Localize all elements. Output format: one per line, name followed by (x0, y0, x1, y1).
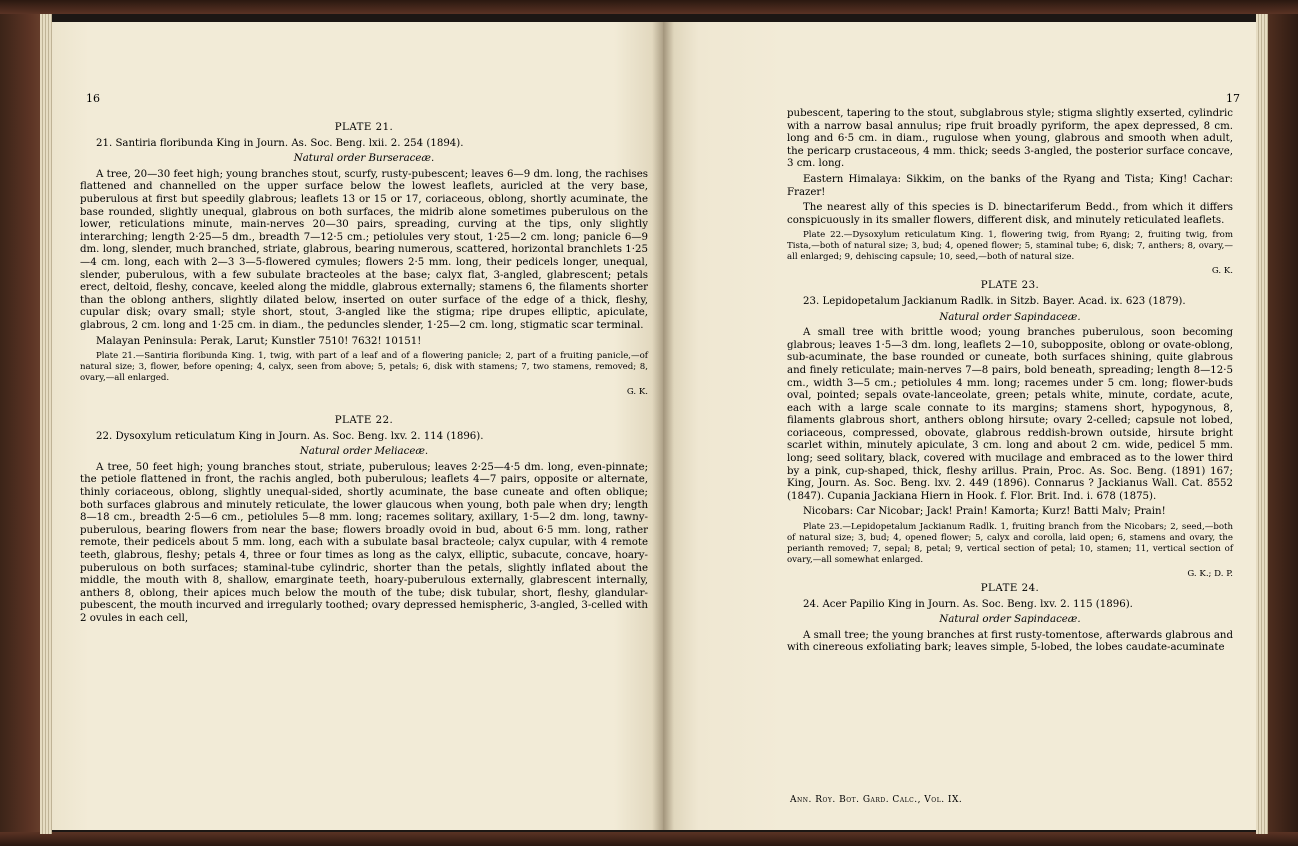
left-page-text (80, 122, 648, 629)
journal-footer: Ann. Roy. Bot. Gard. Calc., Vol. IX. (790, 795, 963, 805)
plate-21-heading: 21. Santiria floribunda King in Journ. As. Soc. Beng. lxii. 2. 254 (1894). (96, 137, 464, 149)
plate-21-title: PLATE 21. (334, 122, 394, 133)
plate-24-order: Natural order Sapindaceæ. (939, 614, 1081, 626)
plate-23-heading: 23. Lepidopetalum Jackianum Radlk. in Sitzb. Bayer. Acad. ix. 623 (1879). (803, 295, 1186, 307)
plate-22-locality: Eastern Himalaya: Sikkim, on the banks of the Ryang and Tista; King! Cachar: Frazer! (787, 173, 1233, 198)
book-gutter (652, 22, 674, 830)
plate-23-order: Natural order Sapindaceæ. (939, 311, 1081, 323)
plate-23-locality: Nicobars: Car Nicobar; Jack! Prain! Kamorta; Kurz! Batti Malv; Prain! (803, 506, 1166, 518)
plate-23-signature: G. K.; D. P. (1187, 569, 1233, 580)
plate-22-title: PLATE 22. (334, 415, 394, 427)
page-number-left: 16 (86, 92, 100, 105)
plate-22-order: Natural order Meliaceæ. (299, 446, 429, 458)
plate-22-note: The nearest ally of this species is D. binectariferum Bedd., from which it differs conspicuously in its smaller flowers, different disk, and minutely reticulated leaflets. (787, 202, 1233, 226)
plate-22-signature: G. K. (1211, 266, 1233, 277)
plate-24-heading: 24. Acer Papilio King in Journ. As. Soc. Beng. lxv. 2. 115 (1896). (803, 598, 1133, 610)
plate-21-signature: G. K. (626, 387, 648, 398)
spacer (80, 401, 648, 415)
plate-24-title: PLATE 24. (980, 583, 1040, 595)
plate-21-order: Natural order Burseraceæ. (293, 153, 435, 165)
plate-22-continuation: pubescent, tapering to the stout, subglabrous style; stigma slightly exserted, cylindric with a narrow basal annulus; ripe fruit broadly pyriform, the apex depressed, 8 cm. long and 6·5 cm. in diam., rugulose when young, glabrous and smooth when adult, the pericarp crustaceous, 4 mm. thick; seeds 3-angled, the posterior surface concave, 3 cm. long. (787, 108, 1233, 170)
plate-22-description: A tree, 50 feet high; young branches stout, striate, puberulous; leaves 2·25—4·5 dm. long, even-pinnate; the petiole flattened in front, the rachis angled, both puberulous; leaflets 4—7 pairs, opposite or alternate, thinly coriaceous, oblong, slightly unequal-sided, shortly acuminate, the base cuneate and often oblique; both surfaces glabrous and minutely reticulate, the lower glaucous when young, both pale when dry; length 8—18 cm., breadth 2·5—6 cm., petiolules 5—8 mm. long; racemes solitary, axillary, 1·5—2 dm. long, tawny-puberulous, bearing flowers from near the base; flowers broadly ovoid in bud, about 6·5 mm. long, rather remote, their pedicels about 5 mm. long, each with a subulate basal bracteole; calyx cupular, with 4 remote teeth, glabrous, fleshy; petals 4, three or four times as long as the calyx, elliptic, subacute, concave, hoary-puberulous on both surfaces; staminal-tube cylindric, shorter than the petals, slightly inflated about the middle, the mouth with 8, shallow, emarginate teeth, hoary-puberulous externally, glabrescent internally, anthers 8, oblong, their apices much below the mouth of the tube; disk tubular, short, fleshy, glandular-pubescent, the mouth incurved and irregularly toothed; ovary depressed hemispheric, 3-angled, 3-celled with 2 ovules in each cell, (80, 461, 648, 624)
book-cover-bottom (0, 832, 1298, 846)
page-number-right: 17 (1226, 92, 1240, 105)
plate-22-heading: 22. Dysoxylum reticulatum King in Journ. As. Soc. Beng. lxv. 2. 114 (1896). (96, 430, 484, 442)
plate-21-caption: Plate 21.—Santiria floribunda King. 1, twig, with part of a leaf and of a flowering panicle; 2, part of a fruiting panicle,—of natural size; 3, flower, before opening; 4, calyx, seen from above; 5, petals; 6, disk with stamens; 7, two stamens, removed; 8, ovary,—all enlarged. (80, 351, 648, 384)
book-cover-top (0, 0, 1298, 14)
plate-23-title: PLATE 23. (980, 280, 1040, 292)
plate-24-description: A small tree; the young branches at first rusty-tomentose, afterwards glabrous and with cinereous exfoliating bark; leaves simple, 5-lobed, the lobes caudate-acuminate (787, 629, 1233, 654)
plate-23-description: A small tree with brittle wood; young branches puberulous, soon becoming glabrous; leaves 1·5—3 dm. long, leaflets 2—10, subopposite, oblong or ovate-oblong, sub-acuminate, the base rounded or cuneate, both surfaces shining, quite glabrous and finely reticulate; main-nerves 7—8 pairs, bold beneath, spreading; length 8—12·5 cm., width 3—5 cm.; petiolules 4 mm. long; racemes under 5 cm. long; flower-buds oval, pointed; sepals ovate-lanceolate, green; petals white, minute, cordate, acute, each with a large scale connate to its margins; stamens short, hypogynous, 8, filaments glabrous short, anthers oblong hirsute; ovary 2-celled; capsule not lobed, coriaceous, compressed, obovate, glabrous reddish-brown outside, hirsute bright scarlet within, minutely apiculate, 3 cm. long and about 2 cm. wide, pedicel 5 mm. long; seed solitary, black, covered with mucilage and embraced as to the lower third by a pink, cup-shaped, thick, fleshy arillus. Prain, Proc. As. Soc. Beng. (1891) 167; King, Journ. As. Soc. Beng. lxv. 2. 449 (1896). Connarus ? Jackianus Wall. Cat. 8552 (1847). Cupania Jackiana Hiern in Hook. f. Flor. Brit. Ind. i. 678 (1875). (787, 327, 1233, 502)
book-cover-right (1268, 0, 1298, 846)
plate-21-description: A tree, 20—30 feet high; young branches stout, scurfy, rusty-pubescent; leaves 6—9 dm. long, the rachises flattened and channelled on the upper surface below the lowest leaflets, auricled at the very base, puberulous at first but speedily glabrous; leaflets 13 or 15 or 17, coriaceous, oblong, shortly acuminate, the base rounded, slightly unequal, glabrous on both surfaces, the midrib alone sometimes puberulous on the lower, reticulations minute, main-nerves 20—30 pairs, spreading, curving at the tips, only slightly interarching; length 2·25—5 dm., breadth 7—12·5 cm.; petiolules very stout, 1·25—2 cm. long; panicle 6—9 dm. long, slender, much branched, striate, glabrous, bearing numerous, scattered, horizontal branchlets 1·25—4 cm. long, each with 2—3 3—5-flowered cymules; flowers 2·5 mm. long, their pedicels longer, unequal, slender, puberulous, with a few subulate bracteoles at the base; calyx flat, 3-angled, glabrescent; petals erect, deltoid, fleshy, concave, keeled along the middle, glabrous externally; stamens 6, the filaments shorter than the oblong anthers, slightly dilated below, inserted on outer surface of the edge of a thick, fleshy, cupular disk; ovary small; style short, stout, 3-angled like the stigma; ripe drupes elliptic, apiculate, glabrous, 2 cm. long and 1·25 cm. in diam., the peduncles slender, 1·25—2 cm. long, stigmatic scar terminal. (80, 168, 648, 331)
page-edges-left (40, 14, 52, 834)
plate-23-caption: Plate 23.—Lepidopetalum Jackianum Radlk. 1, fruiting branch from the Nicobars; 2, seed,—both of natural size; 3, bud; 4, opened flower; 5, calyx and corolla, laid open; 6, stamens and ovary, the perianth removed; 7, sepal; 8, petal; 9, vertical section of petal; 10, stamen; 11, vertical section of ovary,—all somewhat enlarged. (787, 522, 1233, 566)
plate-21-locality: Malayan Peninsula: Perak, Larut; Kunstler 7510! 7632! 10151! (96, 335, 422, 347)
page-edges-right (1256, 14, 1268, 834)
right-page-text (787, 108, 1233, 658)
plate-22-caption: Plate 22.—Dysoxylum reticulatum King. 1, flowering twig, from Ryang; 2, fruiting twig, from Tista,—both of natural size; 3, bud; 4, opened flower; 5, staminal tube; 6, disk; 7, anthers; 8, ovary,—all enlarged; 9, dehiscing capsule; 10, seed,—both of natural size. (787, 230, 1233, 263)
